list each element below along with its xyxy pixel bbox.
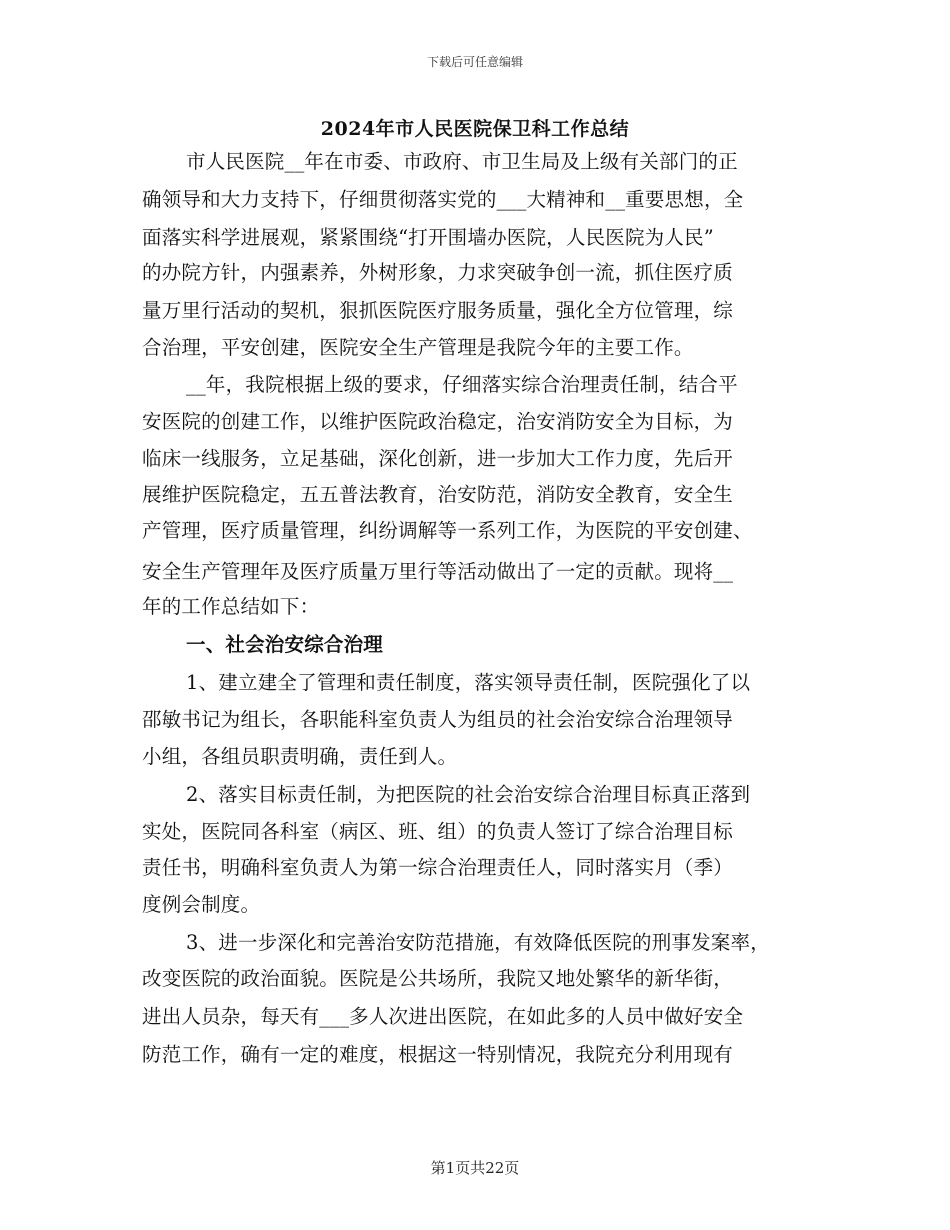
paragraph-line: __年，我院根据上级的要求，仔细落实综合治理责任制，结合平 [186,373,738,396]
paragraph-line: 防范工作，确有一定的难度，根据这一特别情况，我院充分利用现有 [142,1043,734,1066]
paragraph-line: 临床一线服务，立足基础，深化创新，进一步加大工作力度，先后开 [142,447,734,470]
paragraph-line: 2、落实目标责任制，为把医院的社会治安综合治理目标真正落到 [186,783,751,806]
paragraph-line: 产管理，医疗质量管理，纠纷调解等一系列工作，为医院的平安创建、 [142,519,753,542]
paragraph-line: 改变医院的政治面貌。医院是公共场所，我院又地处繁华的新华街， [142,967,734,990]
paragraph-line: 3、进一步深化和完善治安防范措施，有效降低医院的刑事发案率， [186,931,770,954]
section-heading: 一、社会治安综合治理 [186,633,384,656]
paragraph-line: 进出人员杂，每天有___多人次进出医院，在如此多的人员中做好安全 [142,1005,744,1028]
page-number-footer: 第1页共22页 [430,1159,520,1177]
header-note: 下载后可任意编辑 [426,55,523,69]
paragraph-line: 年的工作总结如下： [142,595,320,618]
paragraph-line: 邵敏书记为组长，各职能科室负责人为组员的社会治安综合治理领导 [142,708,734,731]
paragraph-line: 责任书，明确科室负责人为第一综合治理责任人，同时落实月（季） [142,856,734,879]
paragraph-line: 面落实科学进展观，紧紧围绕“打开围墙办医院，人民医院为人民” [142,226,714,249]
paragraph-line: 小组，各组员职责明确，责任到人。 [142,745,458,768]
paragraph-line: 安医院的创建工作，以维护医院政治稳定，治安消防安全为目标，为 [142,410,734,433]
paragraph-line: 确领导和大力支持下，仔细贯彻落实党的___大精神和__重要思想，全 [142,188,744,211]
paragraph-line: 实处，医院同各科室（病区、班、组）的负责人签订了综合治理目标 [142,820,734,843]
paragraph-line: 度例会制度。 [142,893,261,916]
paragraph-line: 1、建立建全了管理和责任制度，落实领导责任制，医院强化了以 [186,671,751,694]
paragraph-line: 合治理，平安创建，医院安全生产管理是我院今年的主要工作。 [142,336,694,359]
paragraph-line: 展维护医院稳定，五五普法教育，治安防范，消防安全教育，安全生 [142,483,734,506]
paragraph-line: 安全生产管理年及医疗质量万里行等活动做出了一定的贡献。现将__ [142,560,734,583]
document-title: 2024年市人民医院保卫科工作总结 [320,118,630,140]
paragraph-line: 市人民医院__年在市委、市政府、市卫生局及上级有关部门的正 [186,150,738,173]
paragraph-line: 的办院方针，内强素养，外树形象，力求突破争创一流，抓住医疗质 [142,261,734,284]
paragraph-line: 量万里行活动的契机，狠抓医院医疗服务质量，强化全方位管理，综 [142,299,734,322]
